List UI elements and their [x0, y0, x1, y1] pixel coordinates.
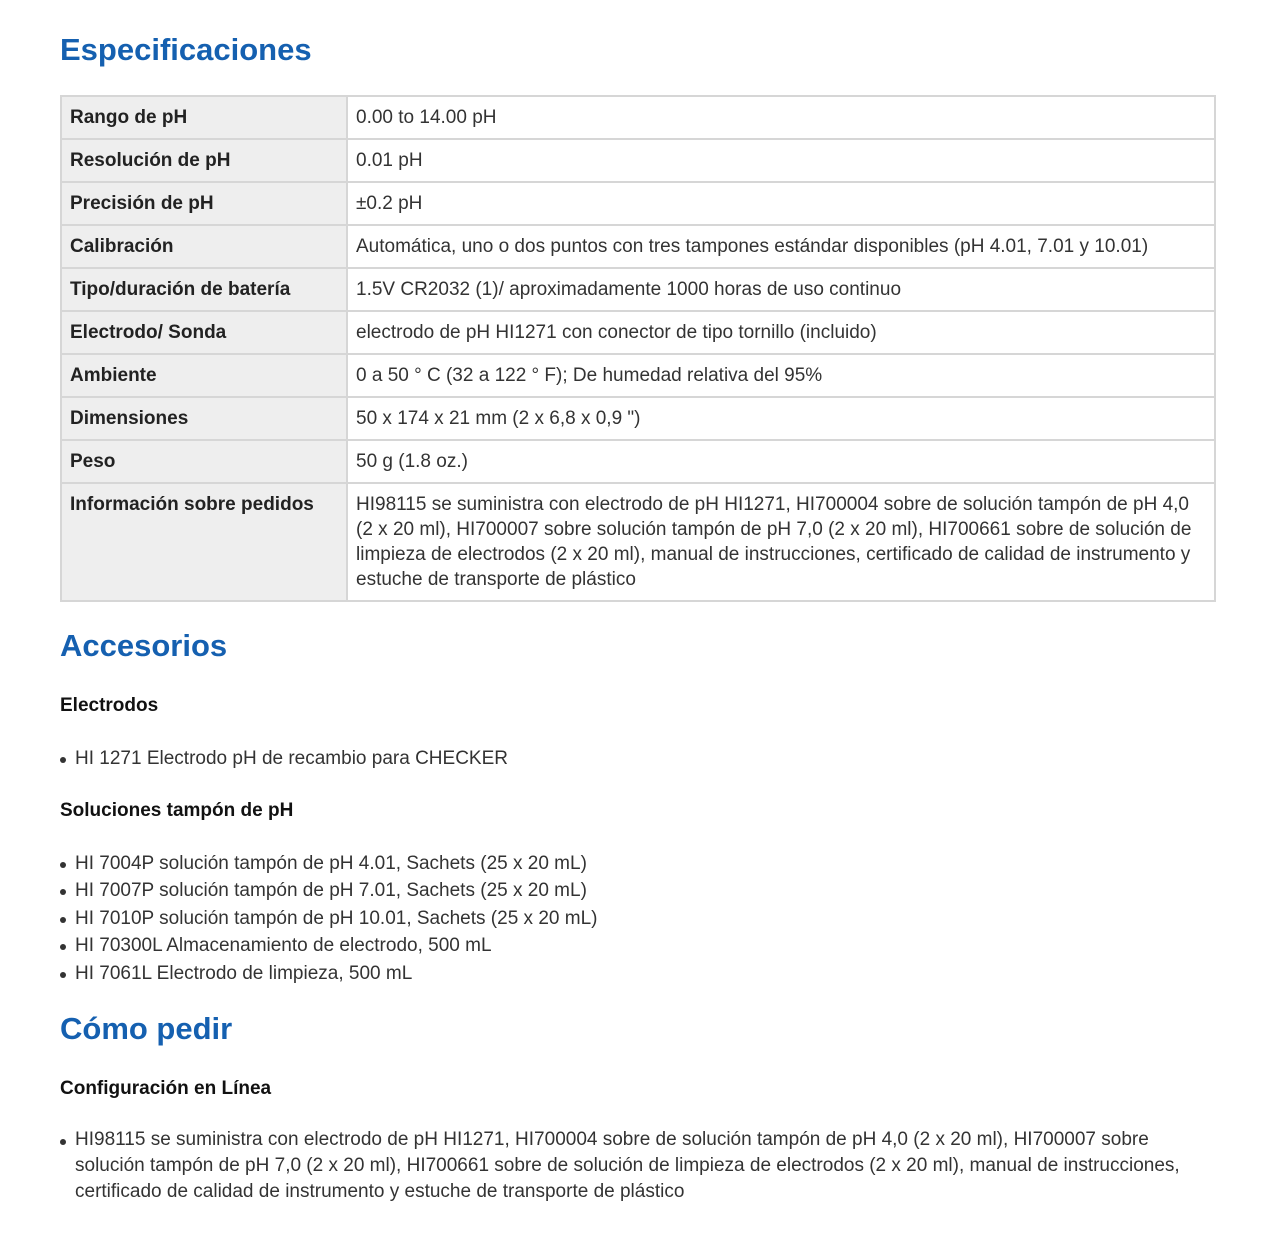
table-row [61, 225, 1215, 268]
spec-label: Peso [61, 440, 347, 483]
spec-value: ±0.2 pH [347, 182, 1215, 225]
spec-value: 0.00 to 14.00 pH [347, 96, 1215, 139]
spec-value: 0.01 pH [347, 139, 1215, 182]
spec-value: Automática, uno o dos puntos con tres tampones estándar disponibles (pH 4.01, 7.01 y 10.01) [347, 225, 1215, 268]
spec-label: Electrodo/ Sonda [61, 311, 347, 354]
table-row [61, 440, 1215, 483]
spec-value: 50 x 174 x 21 mm (2 x 6,8 x 0,9 ") [347, 397, 1215, 440]
spec-value: electrodo de pH HI1271 con conector de tipo tornillo (incluido) [347, 311, 1215, 354]
table-row [61, 354, 1215, 397]
table-row [61, 483, 1215, 601]
config-subheading: Configuración en Línea [60, 1078, 272, 1099]
spec-value: 0 a 50 ° C (32 a 122 ° F); De humedad relativa del 95% [347, 354, 1215, 397]
spec-label: Rango de pH [61, 96, 347, 139]
spec-label: Resolución de pH [61, 139, 347, 182]
table-row [61, 182, 1215, 225]
buffers-list [60, 850, 1216, 988]
spec-label: Calibración [61, 225, 347, 268]
buffers-subheading: Soluciones tampón de pH [60, 799, 294, 821]
order-heading: Cómo pedir [60, 1011, 233, 1046]
page [60, 0, 1216, 1205]
spec-value: 50 g (1.8 oz.) [347, 440, 1215, 483]
spec-label: Ambiente [61, 354, 347, 397]
list-item: HI 7061L Electrodo de limpieza, 500 mL [60, 960, 1216, 988]
electrodes-list [60, 745, 1216, 773]
list-item: HI 7010P solución tampón de pH 10.01, Sachets (25 x 20 mL) [60, 905, 1216, 933]
spec-label: Tipo/duración de batería [61, 268, 347, 311]
list-item: HI 7007P solución tampón de pH 7.01, Sachets (25 x 20 mL) [60, 877, 1216, 905]
accessories-heading: Accesorios [60, 628, 228, 663]
config-list [60, 1127, 1216, 1205]
table-row [61, 311, 1215, 354]
spec-value: 1.5V CR2032 (1)/ aproximadamente 1000 horas de uso continuo [347, 268, 1215, 311]
spec-label: Dimensiones [61, 397, 347, 440]
list-item: HI 1271 Electrodo pH de recambio para CHECKER [60, 745, 1216, 773]
list-item: HI98115 se suministra con electrodo de pH HI1271, HI700004 sobre de solución tampón de pH 4,0 (2 x 20 ml), HI700007 sobre solución tampón de pH 7,0 (2 x 20 ml), HI700661 sobre de solución de limpieza de electrodos (2 x 20 ml), manual de instrucciones, certificado de calidad de instrumento y estuche de transporte de plástico [60, 1127, 1216, 1205]
table-row [61, 139, 1215, 182]
spec-label: Información sobre pedidos [61, 483, 347, 601]
spec-value: HI98115 se suministra con electrodo de pH HI1271, HI700004 sobre de solución tampón de pH 4,0 (2 x 20 ml), HI700007 sobre solución tampón de pH 7,0 (2 x 20 ml), HI700661 sobre de solución de limpieza de electrodos (2 x 20 ml), manual de instrucciones, certificado de calidad de instrumento y estuche de transporte de plástico [347, 483, 1215, 601]
list-item: HI 7004P solución tampón de pH 4.01, Sachets (25 x 20 mL) [60, 850, 1216, 878]
specs-heading: Especificaciones [60, 32, 312, 67]
specs-table [60, 95, 1216, 602]
table-row [61, 397, 1215, 440]
electrodes-subheading: Electrodos [60, 695, 159, 716]
spec-label: Precisión de pH [61, 182, 347, 225]
table-row [61, 96, 1215, 139]
list-item: HI 70300L Almacenamiento de electrodo, 500 mL [60, 932, 1216, 960]
table-row [61, 268, 1215, 311]
